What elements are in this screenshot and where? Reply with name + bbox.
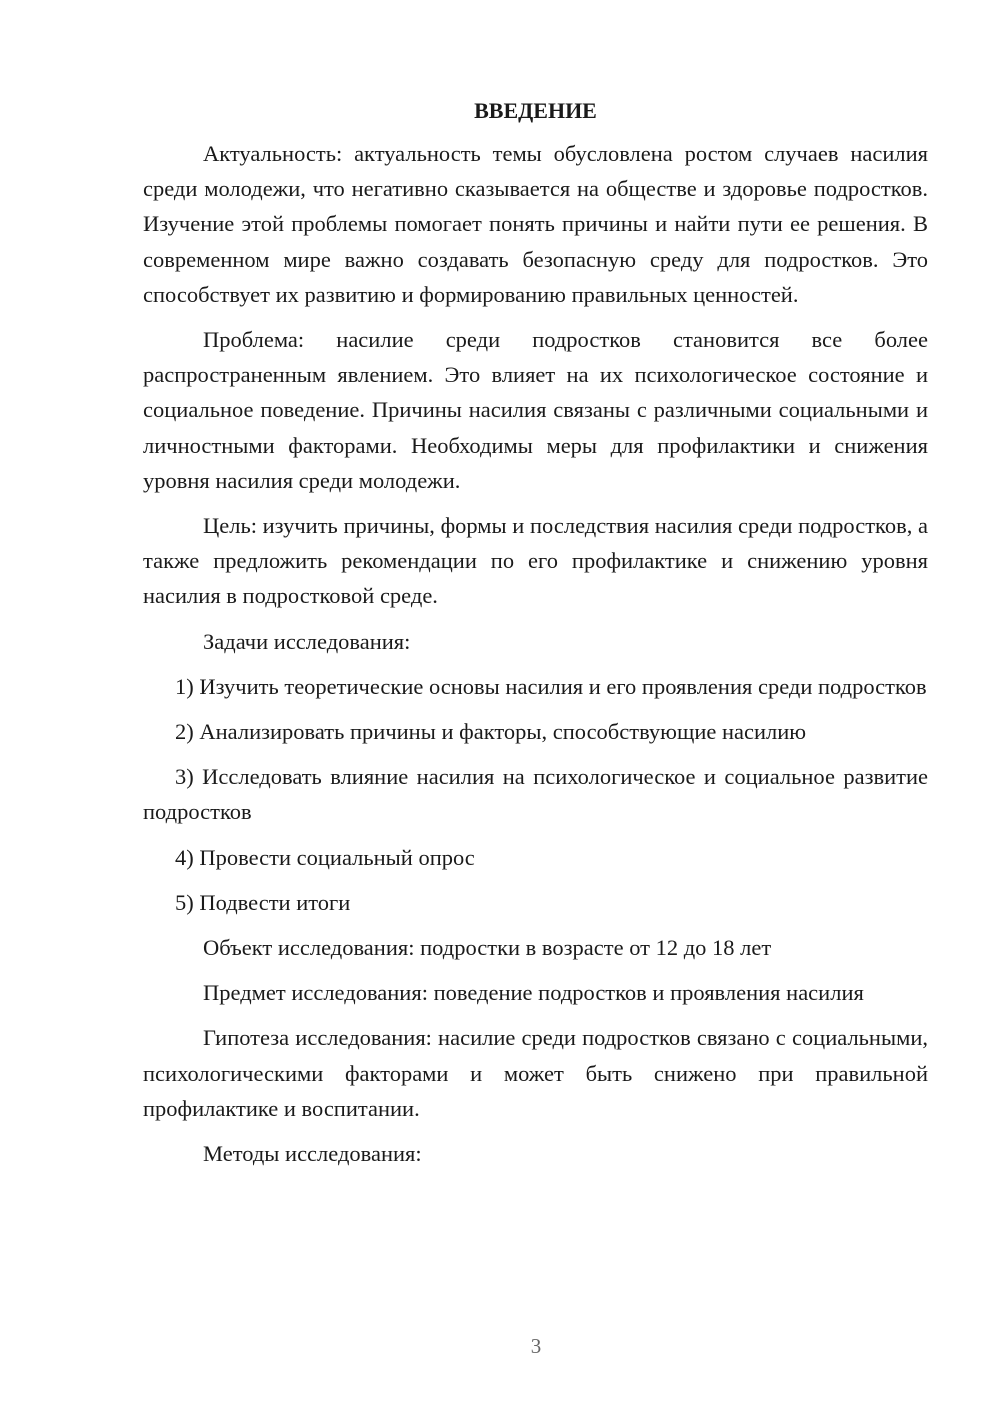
paragraph-hypothesis: Гипотеза исследования: насилие среди подростков связано с социальными, психологическими факторами и может быть снижено при правильной профилактике и воспитании. — [143, 1025, 928, 1121]
task-item-4: 4) Провести социальный опрос — [175, 844, 475, 870]
task-item-2: 2) Анализировать причины и факторы, способствующие насилию — [175, 719, 807, 745]
task-item-5: 5) Подвести итоги — [175, 889, 351, 915]
paragraph-problem: Проблема: насилие среди подростков становится все более распространенным явлением. Это влияет на их психологическое состояние и социальное поведение. Причины насилия связаны с различными социальными и личностными факторами. Необходимы меры для профилактики и снижения уровня насилия среди молодежи. — [143, 327, 928, 493]
paragraph-relevance: Актуальность: актуальность темы обусловлена ростом случаев насилия среди молодежи, что негативно сказывается на обществе и здоровье подростков. Изучение этой проблемы помогает понять причины и найти пути ее решения. В современном мире важно создавать безопасную среду для подростков. Это способствует их развитию и формированию правильных ценностей. — [143, 141, 928, 307]
paragraph-object: Объект исследования: подростки в возрасте от 12 до 18 лет — [203, 935, 772, 961]
page-content — [143, 96, 928, 1181]
paragraph-subject: Предмет исследования: поведение подростков и проявления насилия — [203, 980, 864, 1006]
task-item-1: 1) Изучить теоретические основы насилия и его проявления среди подростков — [175, 673, 927, 699]
paragraph-methods: Методы исследования: — [203, 1141, 422, 1167]
task-item-3: 3) Исследовать влияние насилия на психологическое и социальное развитие подростков — [143, 764, 928, 825]
paragraph-tasks-heading: Задачи исследования: — [203, 628, 411, 654]
page-number: 3 — [530, 1334, 542, 1358]
paragraph-goal: Цель: изучить причины, формы и последствия насилия среди подростков, а также предложить рекомендации по его профилактике и снижению уровня насилия в подростковой среде. — [143, 513, 928, 609]
section-title: ВВЕДЕНИЕ — [474, 98, 597, 123]
